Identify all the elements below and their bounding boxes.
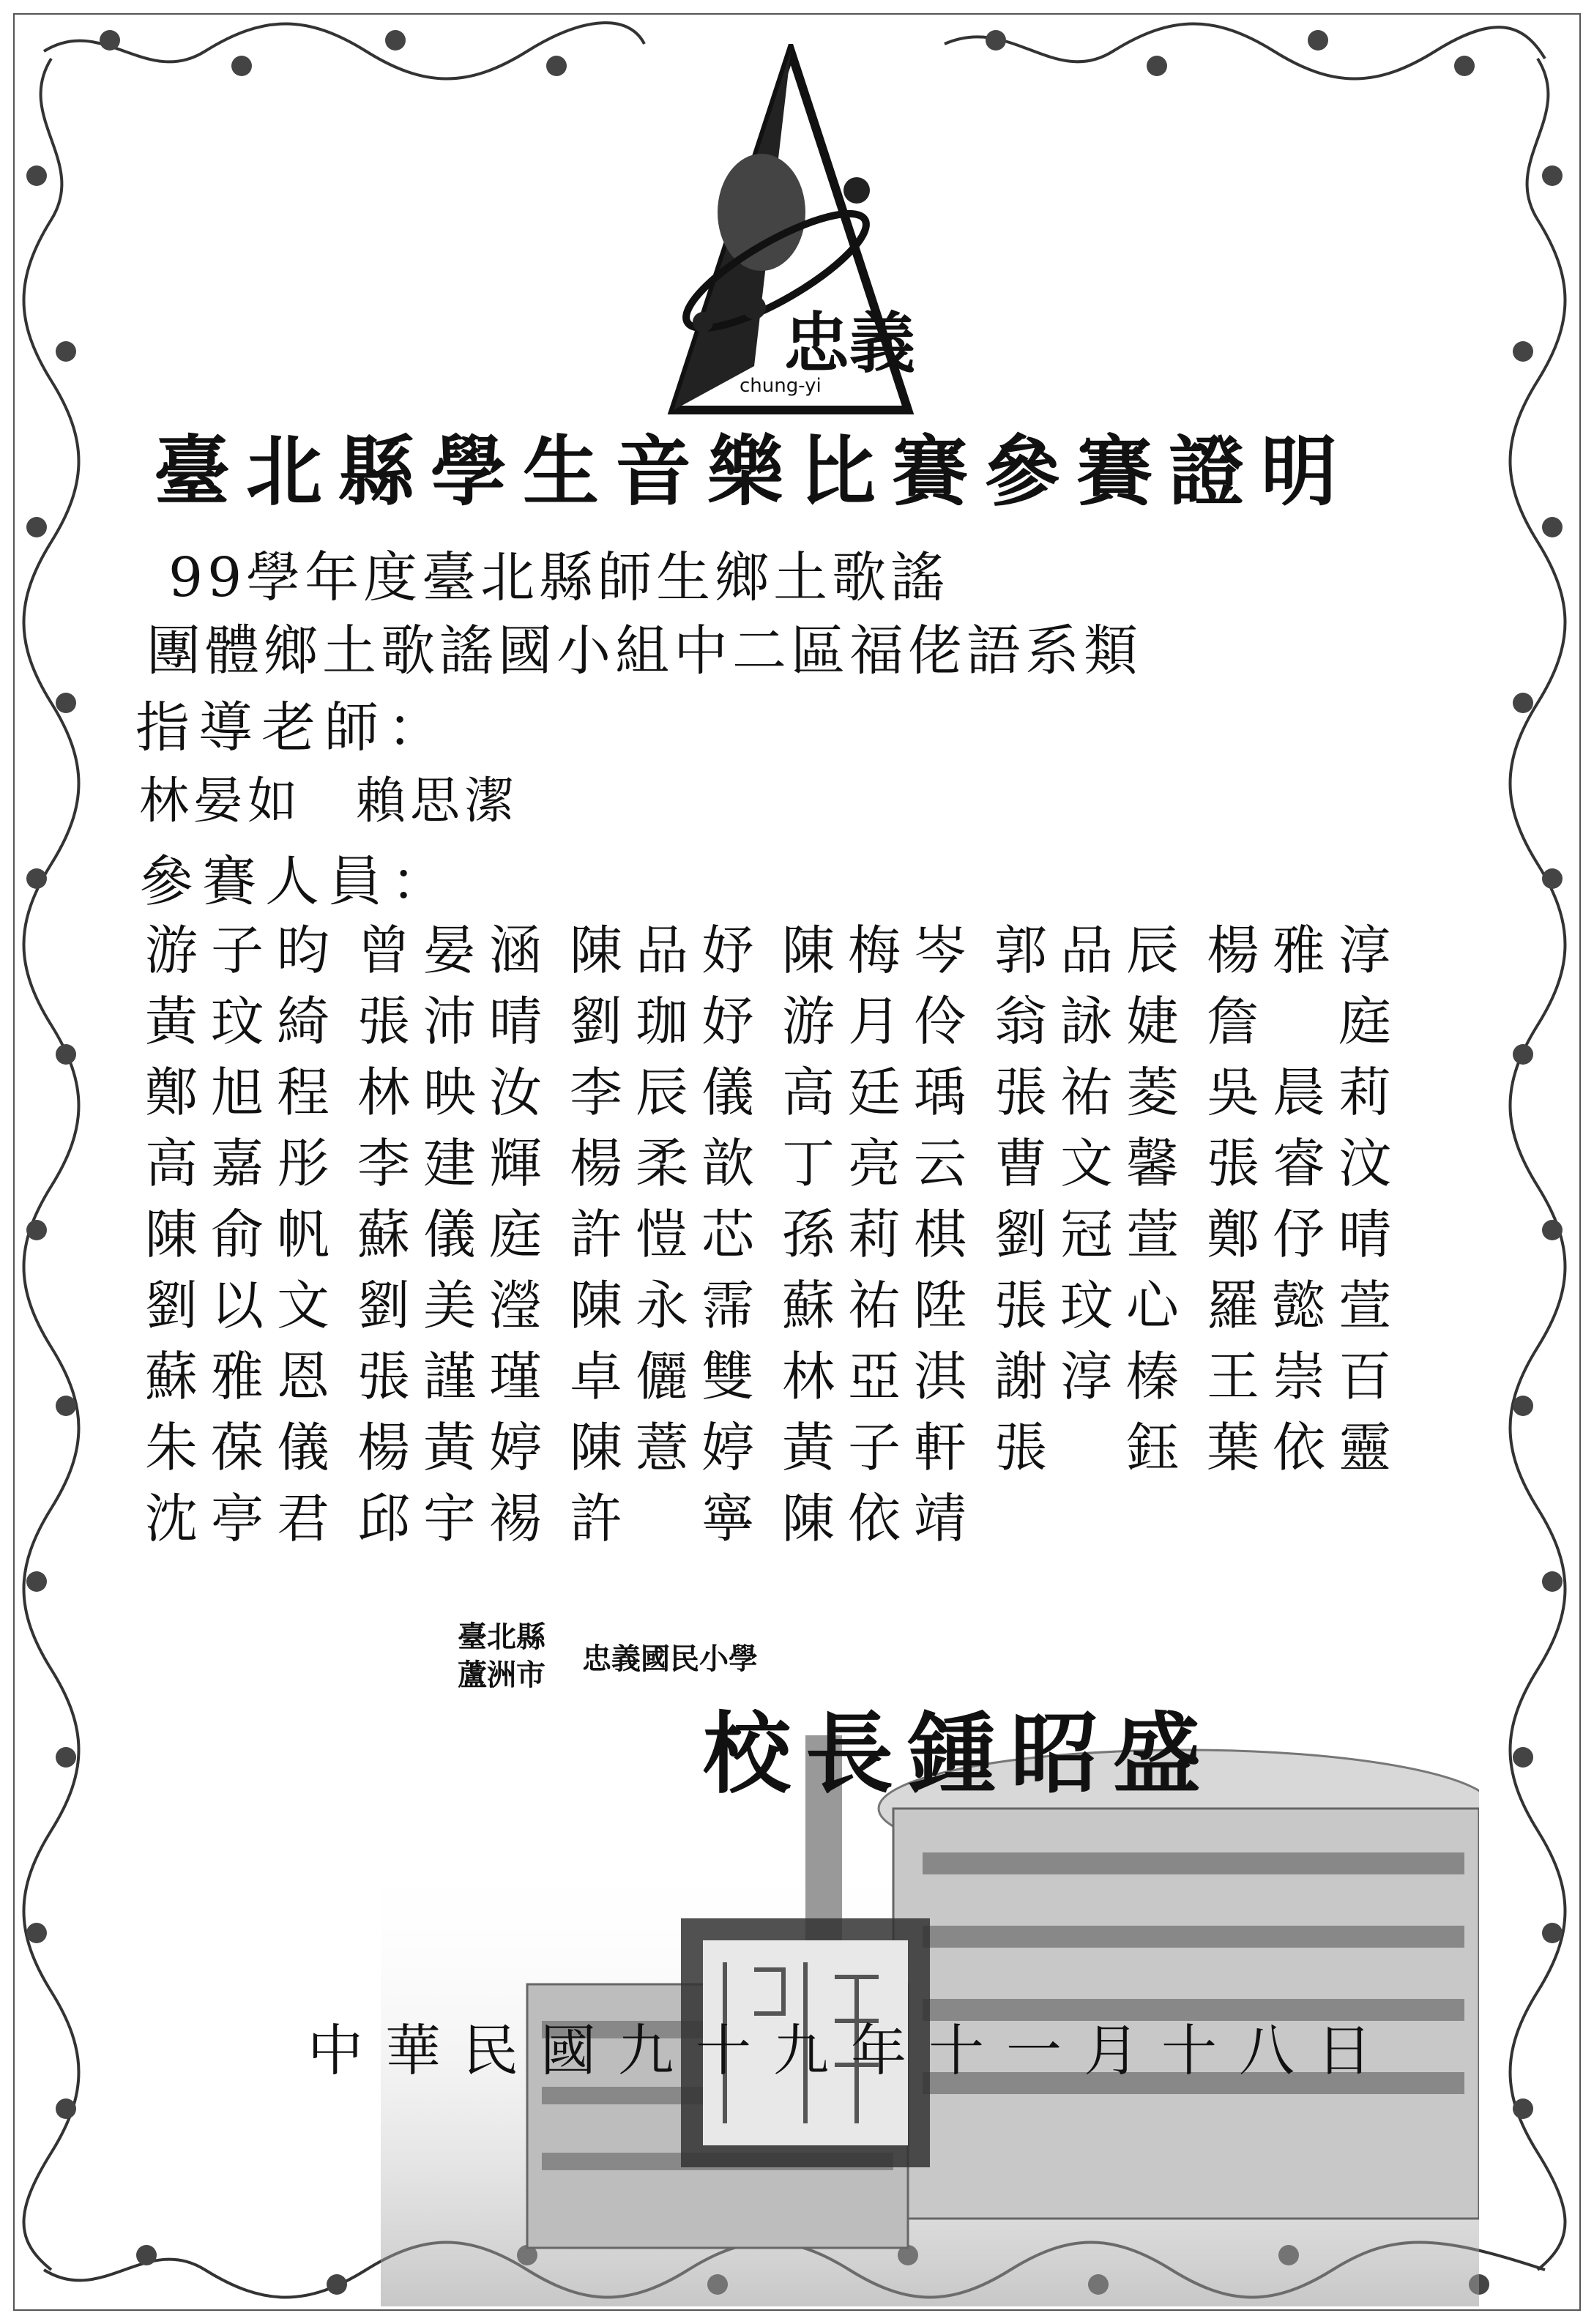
participant-name: 李建輝: [357, 1133, 556, 1194]
participant-name: 翁詠婕: [994, 991, 1193, 1052]
participants-label: 參賽人員：: [139, 850, 454, 913]
participant-name: 蘇祐陞: [782, 1275, 980, 1336]
certificate-title: 臺北縣學生音樂比賽參賽證明: [154, 426, 1354, 516]
participant-name: 蘇儀庭: [357, 1204, 556, 1265]
issue-date: 中華民國九十九年十一月十八日: [308, 2018, 1394, 2083]
participant-name: 郭品辰: [994, 920, 1193, 981]
participant-name: 張謹瑾: [357, 1346, 556, 1407]
participant-name: 黃子軒: [782, 1417, 980, 1478]
participant-name: 陳梅岑: [782, 920, 980, 981]
participant-name: 楊雅淳: [1207, 920, 1405, 981]
participant-name: 游月伶: [782, 991, 980, 1052]
principal-signature: 校長鍾昭盛: [703, 1702, 1215, 1806]
event-line-1: 99學年度臺北縣師生鄉土歌謠: [168, 546, 950, 609]
teachers-label: 指導老師：: [135, 696, 450, 759]
logo-subtext: chung-yi: [740, 375, 822, 397]
participant-name: 黃玟綺: [145, 991, 343, 1052]
participant-name: 劉美瀅: [357, 1275, 556, 1336]
participant-name: 陳依靖: [782, 1488, 980, 1549]
logo-text: 忠義: [783, 305, 915, 382]
participant-name: 劉以文: [145, 1275, 343, 1336]
participant-name: 張玟心: [994, 1275, 1193, 1336]
participant-name: 詹 庭: [1207, 991, 1405, 1052]
participant-name: 許愷芯: [570, 1204, 768, 1265]
participant-name: 李辰儀: [570, 1062, 768, 1123]
participant-name: 楊黃婷: [357, 1417, 556, 1478]
participant-name: 陳永霈: [570, 1275, 768, 1336]
school-county: 臺北縣: [458, 1620, 545, 1654]
participant-name: 朱葆儀: [145, 1417, 343, 1478]
participant-name: 葉依靈: [1207, 1417, 1405, 1478]
participant-name: 曹文馨: [994, 1133, 1193, 1194]
participant-name: 許 寧: [570, 1488, 768, 1549]
participant-name: 丁亮云: [782, 1133, 980, 1194]
participant-name: 張沛晴: [357, 991, 556, 1052]
participant-name: 林亞淇: [782, 1346, 980, 1407]
participant-name: 羅懿萱: [1207, 1275, 1405, 1336]
participant-name: 劉珈妤: [570, 991, 768, 1052]
participant-name: 卓儷雙: [570, 1346, 768, 1407]
participant-name: 張 鈺: [994, 1417, 1193, 1478]
participant-name: 鄭旭程: [145, 1062, 343, 1123]
participant-name: 邱宇裼: [357, 1488, 556, 1549]
participant-name: 張睿汶: [1207, 1133, 1405, 1194]
participant-name: 孫莉棋: [782, 1204, 980, 1265]
participant-name: 謝淳榛: [994, 1346, 1193, 1407]
participant-name: 游子昀: [145, 920, 343, 981]
school-name: 忠義國民小學: [582, 1642, 758, 1676]
school-logo: [630, 44, 923, 425]
teachers-names: 林晏如 賴思潔: [139, 772, 519, 830]
participant-name: 沈亭君: [145, 1488, 343, 1549]
participant-name: 陳品妤: [570, 920, 768, 981]
participant-name: 王崇百: [1207, 1346, 1405, 1407]
participant-name: 張祐菱: [994, 1062, 1193, 1123]
school-city: 蘆洲市: [458, 1658, 545, 1692]
participant-name: 曾晏涵: [357, 920, 556, 981]
participant-name: 蘇雅恩: [145, 1346, 343, 1407]
participant-name: 高廷瑀: [782, 1062, 980, 1123]
participant-name: 鄭伃晴: [1207, 1204, 1405, 1265]
participant-name: 陳薏婷: [570, 1417, 768, 1478]
participant-name: 楊柔歆: [570, 1133, 768, 1194]
participant-name: 林映汝: [357, 1062, 556, 1123]
participant-name: 高嘉彤: [145, 1133, 343, 1194]
participant-name: 陳俞帆: [145, 1204, 343, 1265]
participant-name: 劉冠萱: [994, 1204, 1193, 1265]
participant-name: 吳晨莉: [1207, 1062, 1405, 1123]
event-line-2: 團體鄉土歌謠國小組中二區福佬語系類: [146, 619, 1142, 682]
